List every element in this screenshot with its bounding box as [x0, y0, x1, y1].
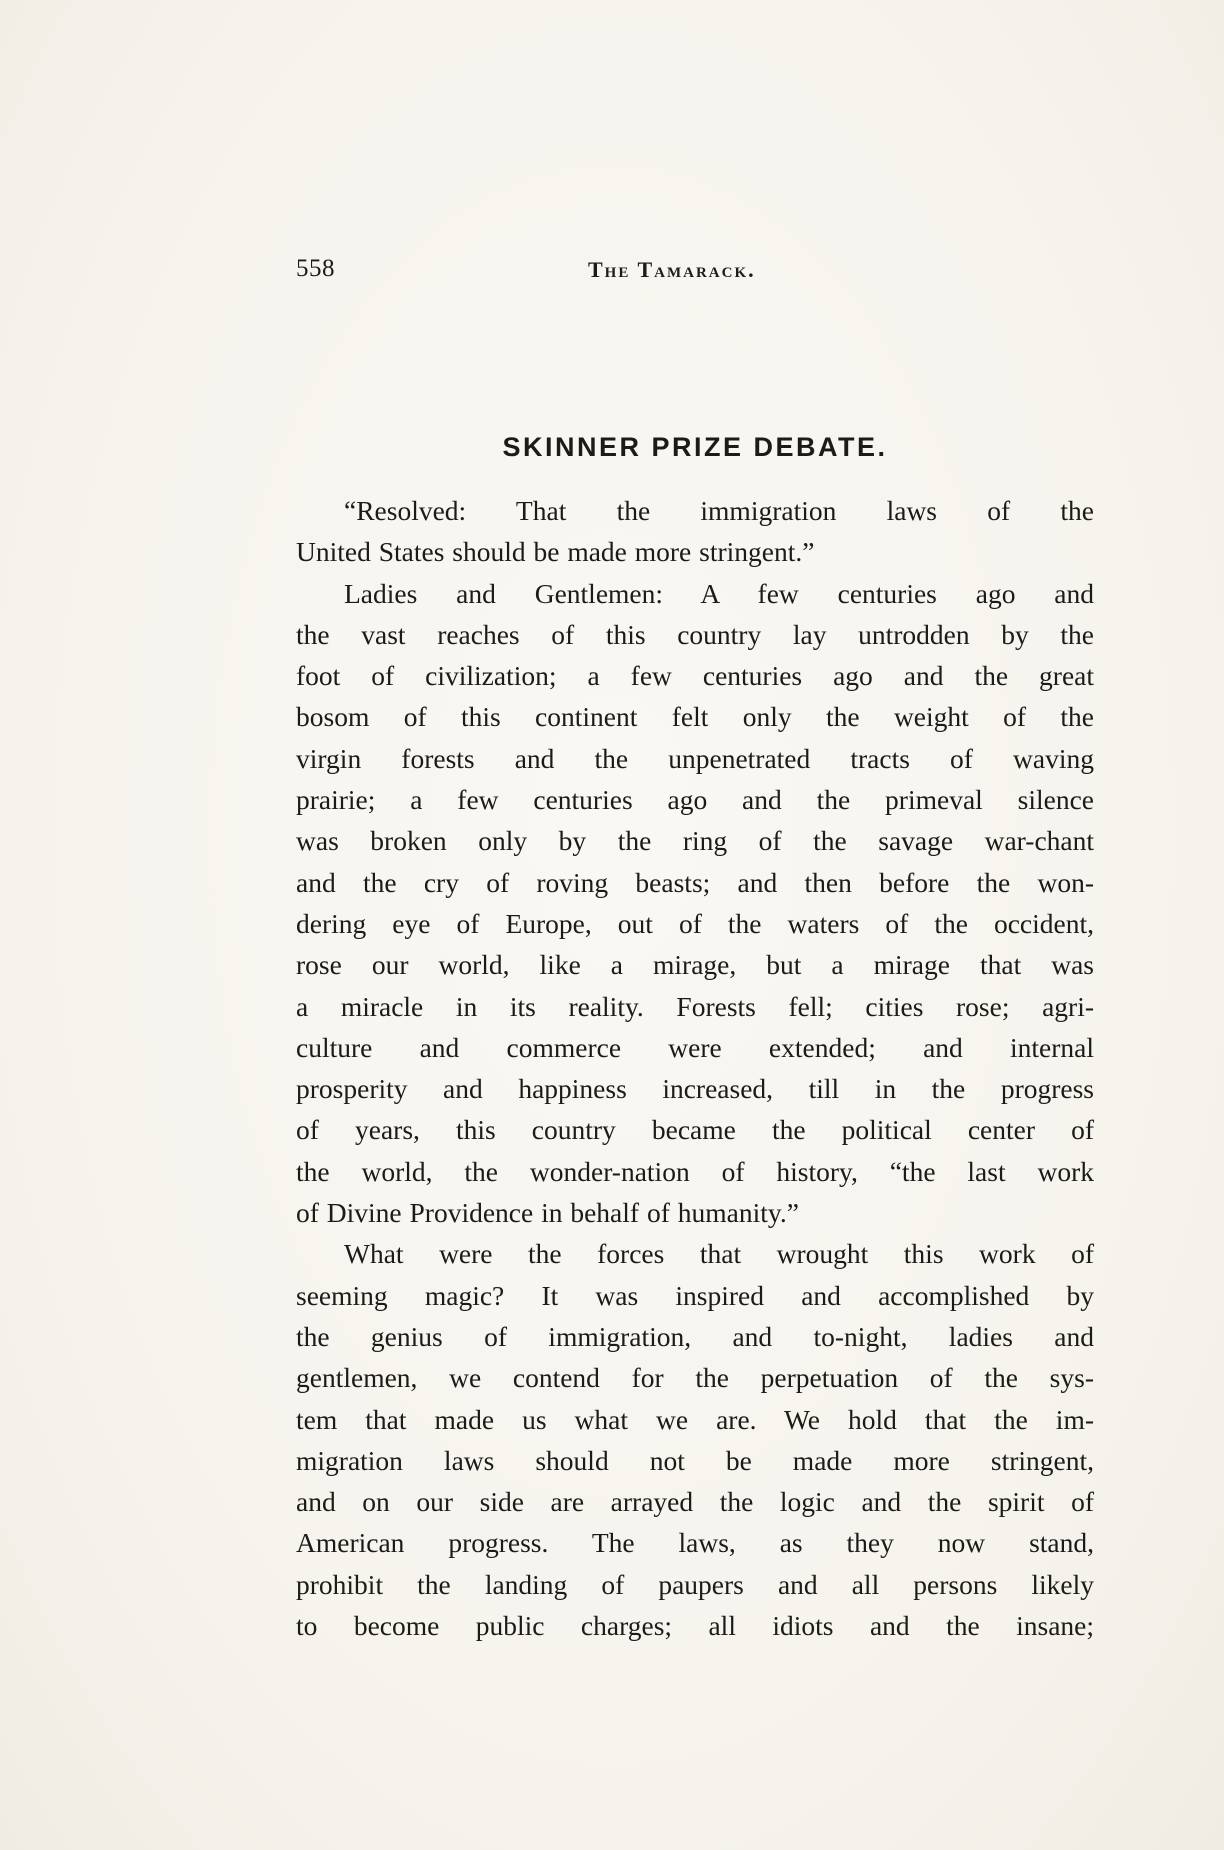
journal-title: The Tamarack. — [588, 257, 756, 282]
text-line: a miracle in its reality. Forests fell; cities rose; agri- — [296, 990, 1094, 1022]
text-line: foot of civilization; a few centuries ago and the great — [296, 660, 1094, 692]
text-line: prohibit the landing of paupers and all persons likely — [296, 1568, 1094, 1600]
text-line: bosom of this continent felt only the weight of the — [296, 701, 1094, 733]
text-line: United States should be made more stringent.” — [296, 536, 815, 568]
text-line: the genius of immigration, and to-night, ladies and — [296, 1320, 1094, 1352]
text-line: seeming magic? It was inspired and accomplished by — [296, 1279, 1094, 1311]
text-line: culture and commerce were extended; and internal — [296, 1031, 1094, 1063]
text-line: migration laws should not be made more stringent, — [296, 1444, 1094, 1476]
text-line: gentlemen, we contend for the perpetuation of the sys- — [296, 1362, 1094, 1394]
page-number: 558 — [296, 255, 335, 282]
text-line: virgin forests and the unpenetrated tracts of waving — [296, 742, 1094, 774]
text-line: American progress. The laws, as they now stand, — [296, 1527, 1094, 1559]
text-line: prosperity and happiness increased, till in the progress — [296, 1073, 1094, 1105]
text-line: What were the forces that wrought this work of — [344, 1238, 1094, 1270]
text-line: and on our side are arrayed the logic and the spirit of — [296, 1486, 1094, 1518]
text-line: and the cry of roving beasts; and then before the won- — [296, 866, 1094, 898]
text-line: the world, the wonder-nation of history, “the last work — [296, 1155, 1094, 1187]
paragraph-argument — [296, 1233, 1094, 1646]
text-line: Ladies and Gentlemen: A few centuries ago and — [344, 577, 1094, 609]
article-body — [296, 490, 1094, 1646]
text-line: dering eye of Europe, out of the waters of the occident, — [296, 907, 1094, 939]
text-line: of Divine Providence in behalf of humanity.” — [296, 1197, 799, 1229]
text-line: of years, this country became the political center of — [296, 1114, 1094, 1146]
text-line: to become public charges; all idiots and the insane; — [296, 1610, 1094, 1642]
text-line: prairie; a few centuries ago and the primeval silence — [296, 784, 1094, 816]
paragraph-resolution — [296, 490, 1094, 573]
text-line: rose our world, like a mirage, but a mirage that was — [296, 949, 1094, 981]
article-title: SKINNER PRIZE DEBATE. — [502, 432, 888, 462]
text-line: was broken only by the ring of the savage war-chant — [296, 825, 1094, 857]
text-line: “Resolved: That the immigration laws of the — [344, 495, 1094, 526]
text-line: the vast reaches of this country lay untrodden by the — [296, 618, 1094, 650]
text-line: tem that made us what we are. We hold that the im- — [296, 1403, 1094, 1435]
paragraph-opening — [296, 573, 1094, 1234]
running-head — [296, 255, 1096, 295]
